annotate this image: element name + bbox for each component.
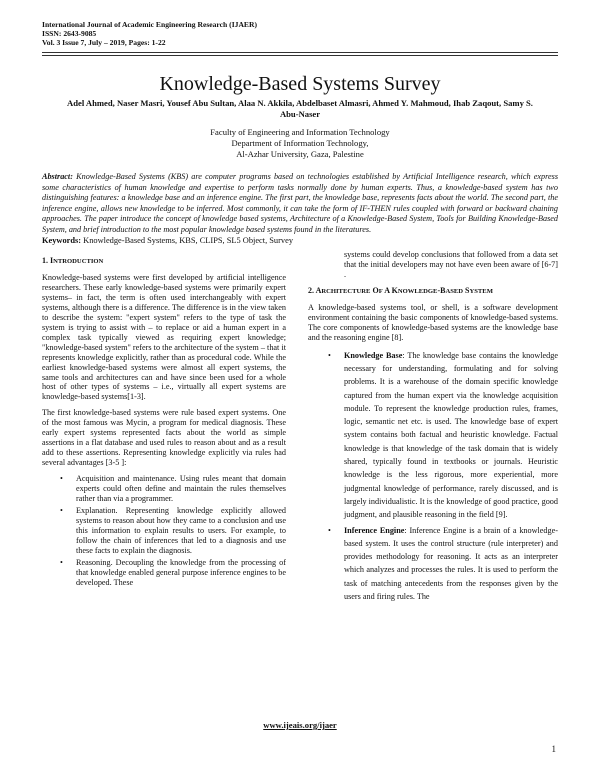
continuation-paragraph: systems could develop conclusions that followed from a data set that the initial developers may not have even been aware of [6-7] . xyxy=(344,250,558,279)
affiliation-line: Al-Azhar University, Gaza, Palestine xyxy=(236,149,364,159)
journal-volume: Vol. 3 Issue 7, July – 2019, Pages: 1-22 xyxy=(42,38,166,48)
intro-paragraph-2: The first knowledge-based systems were rule based expert systems. One of the most famous was Mycin, a program for medical diagnosis. These early expert systems represented facts about the world as simple assertions in a flat database and used rules to reason about and as a result add to these assertions. Representing knowledge explicitly via rules had several advantages [3-5 ]: xyxy=(42,408,286,468)
affiliation-line: Faculty of Engineering and Information Technology xyxy=(210,127,390,137)
bullet-icon: • xyxy=(328,525,331,535)
list-item: • Knowledge Base: The knowledge base contains the knowledge necessary for understanding, formulating and for solving problems. It is a warehouse of the domain specific knowledge captured from the human expert via the knowledge acquisition module. To represent the knowledge production rules, frames, logic, semantic net etc. is used. The knowledge base of expert system contains both factual and heuristic knowledge. Factual knowledge is that knowledge of the task domain that is widely shared, typically found in textbooks or journals. Heuristic knowledge is the less rigorous, more experiential, more judgmental knowledge of performance, rarely discussed, and is largely individualistic. It is the knowledge of good practice, good judgment, and plausible reasoning in the field [9]. xyxy=(328,350,559,520)
bullet-icon: • xyxy=(60,474,63,484)
bullet-icon: • xyxy=(60,557,63,567)
term-inference-engine: Inference Engine xyxy=(344,525,405,535)
architecture-paragraph: A knowledge-based systems tool, or shell, is a software development environment containing the basic components of knowledge-based systems. The core components of knowledge-based systems are the knowledge base and the reasoning engine [8]. xyxy=(308,302,558,342)
page-number: 1 xyxy=(551,744,556,754)
term-knowledge-base: Knowledge Base xyxy=(344,350,403,360)
journal-issn: ISSN: 2643-9085 xyxy=(42,29,97,39)
header-rule-top xyxy=(42,52,558,53)
abstract-label: Abstract: xyxy=(42,172,73,181)
intro-paragraph-1: Knowledge-based systems were first developed by artificial intelligence researchers. These early knowledge-based systems were primarily expert systems– in fact, the term is often used interchangeably with expert systems, although there is a difference. The difference is in the view taken to describe the system: "expert system" refers to the type of task the system is trying to assist with – to replace or aid a human expert in a complex task typically viewed as requiring expert knowledge; "knowledge-based system" refers to the architecture of the system – that it represents knowledge explicitly, rather than as procedural code. While the earliest knowledge-based systems were almost all expert systems, the same tools and architectures can and have since been used for a whole host of other types of systems – i.e., virtually all expert systems are knowledge-based systems[1-3]. xyxy=(42,273,286,402)
list-item: • Explanation. Representing knowledge explicitly allowed systems to reason about how they came to a conclusion and use this information to explain results to users. For example, to follow the chain of inferences that led to a diagnosis and use these facts to explain the diagnosis. xyxy=(60,505,286,555)
journal-name: International Journal of Academic Engineering Research (IJAER) xyxy=(42,20,258,29)
author-list: Adel Ahmed, Naser Masri, Yousef Abu Sultan, Alaa N. Akkila, Abdelbaset Almasri, Ahmed Y. Mahmoud, Ihab Zaqout, Samy S. Abu-Naser xyxy=(67,98,533,119)
left-column xyxy=(42,256,286,590)
abstract xyxy=(42,172,558,236)
header-rule-bottom xyxy=(42,55,558,56)
components-list xyxy=(308,349,558,604)
section-heading-introduction: 1. INTRODUCTION xyxy=(42,256,104,265)
section-heading-architecture: 2. ARCHITECTURE OF A KNOWLEDGE-BASED SYSTEM xyxy=(308,285,493,295)
footer-link[interactable]: www.ijeais.org/ijaer xyxy=(263,720,337,730)
keywords-text: Knowledge-Based Systems, KBS, CLIPS, SL5 Object, Survey xyxy=(83,236,294,245)
journal-header xyxy=(42,20,257,48)
affiliation xyxy=(0,127,600,160)
list-item: • Acquisition and maintenance. Using rules meant that domain experts could often define and maintain the rules themselves rather than via a programmer. xyxy=(60,474,286,504)
advantages-list xyxy=(42,474,286,587)
right-column xyxy=(308,250,558,605)
affiliation-line: Department of Information Technology, xyxy=(231,138,369,148)
paper-title: Knowledge-Based Systems Survey xyxy=(159,73,441,95)
bullet-icon: • xyxy=(60,505,63,515)
abstract-text: Knowledge-Based Systems (KBS) are computer programs based on technologies established by Artificial Intelligence research, which express some characteristics of human knowledge and expertise to perform tasks normally done by human experts. Thus, a knowledge-based system has two distinguishing features: a knowledge base and an inference engine. The first part, the knowledge base, represents facts about the world. The second part, the inference engine, allows new knowledge to be inferred. Most commonly, it can take the form of IF-THEN rules coupled with forward or backward chaining approaches. The paper introduce the concept of knowledge based systems, Architecture of a Knowledge-Based System, Tools for Building Knowledge-Based System, and brief introduction to the most popular knowledge based systems found in the literatures. xyxy=(42,172,559,234)
bullet-icon: • xyxy=(328,350,331,360)
keywords xyxy=(42,235,558,246)
list-item: • Reasoning. Decoupling the knowledge from the processing of that knowledge enabled general purpose inference engines to be developed. These xyxy=(60,557,286,587)
footer xyxy=(0,720,600,730)
keywords-label: Keywords: xyxy=(42,236,82,245)
list-item: • Inference Engine: Inference Engine is a brain of a knowledge-based system. It uses the control structure (rule interpreter) and provides methodology for reasoning. It acts as an interpreter which analyzes and processes the rules. It is used to perform the task of matching antecedents from the responses given by the users and firing rules. The xyxy=(328,525,558,602)
